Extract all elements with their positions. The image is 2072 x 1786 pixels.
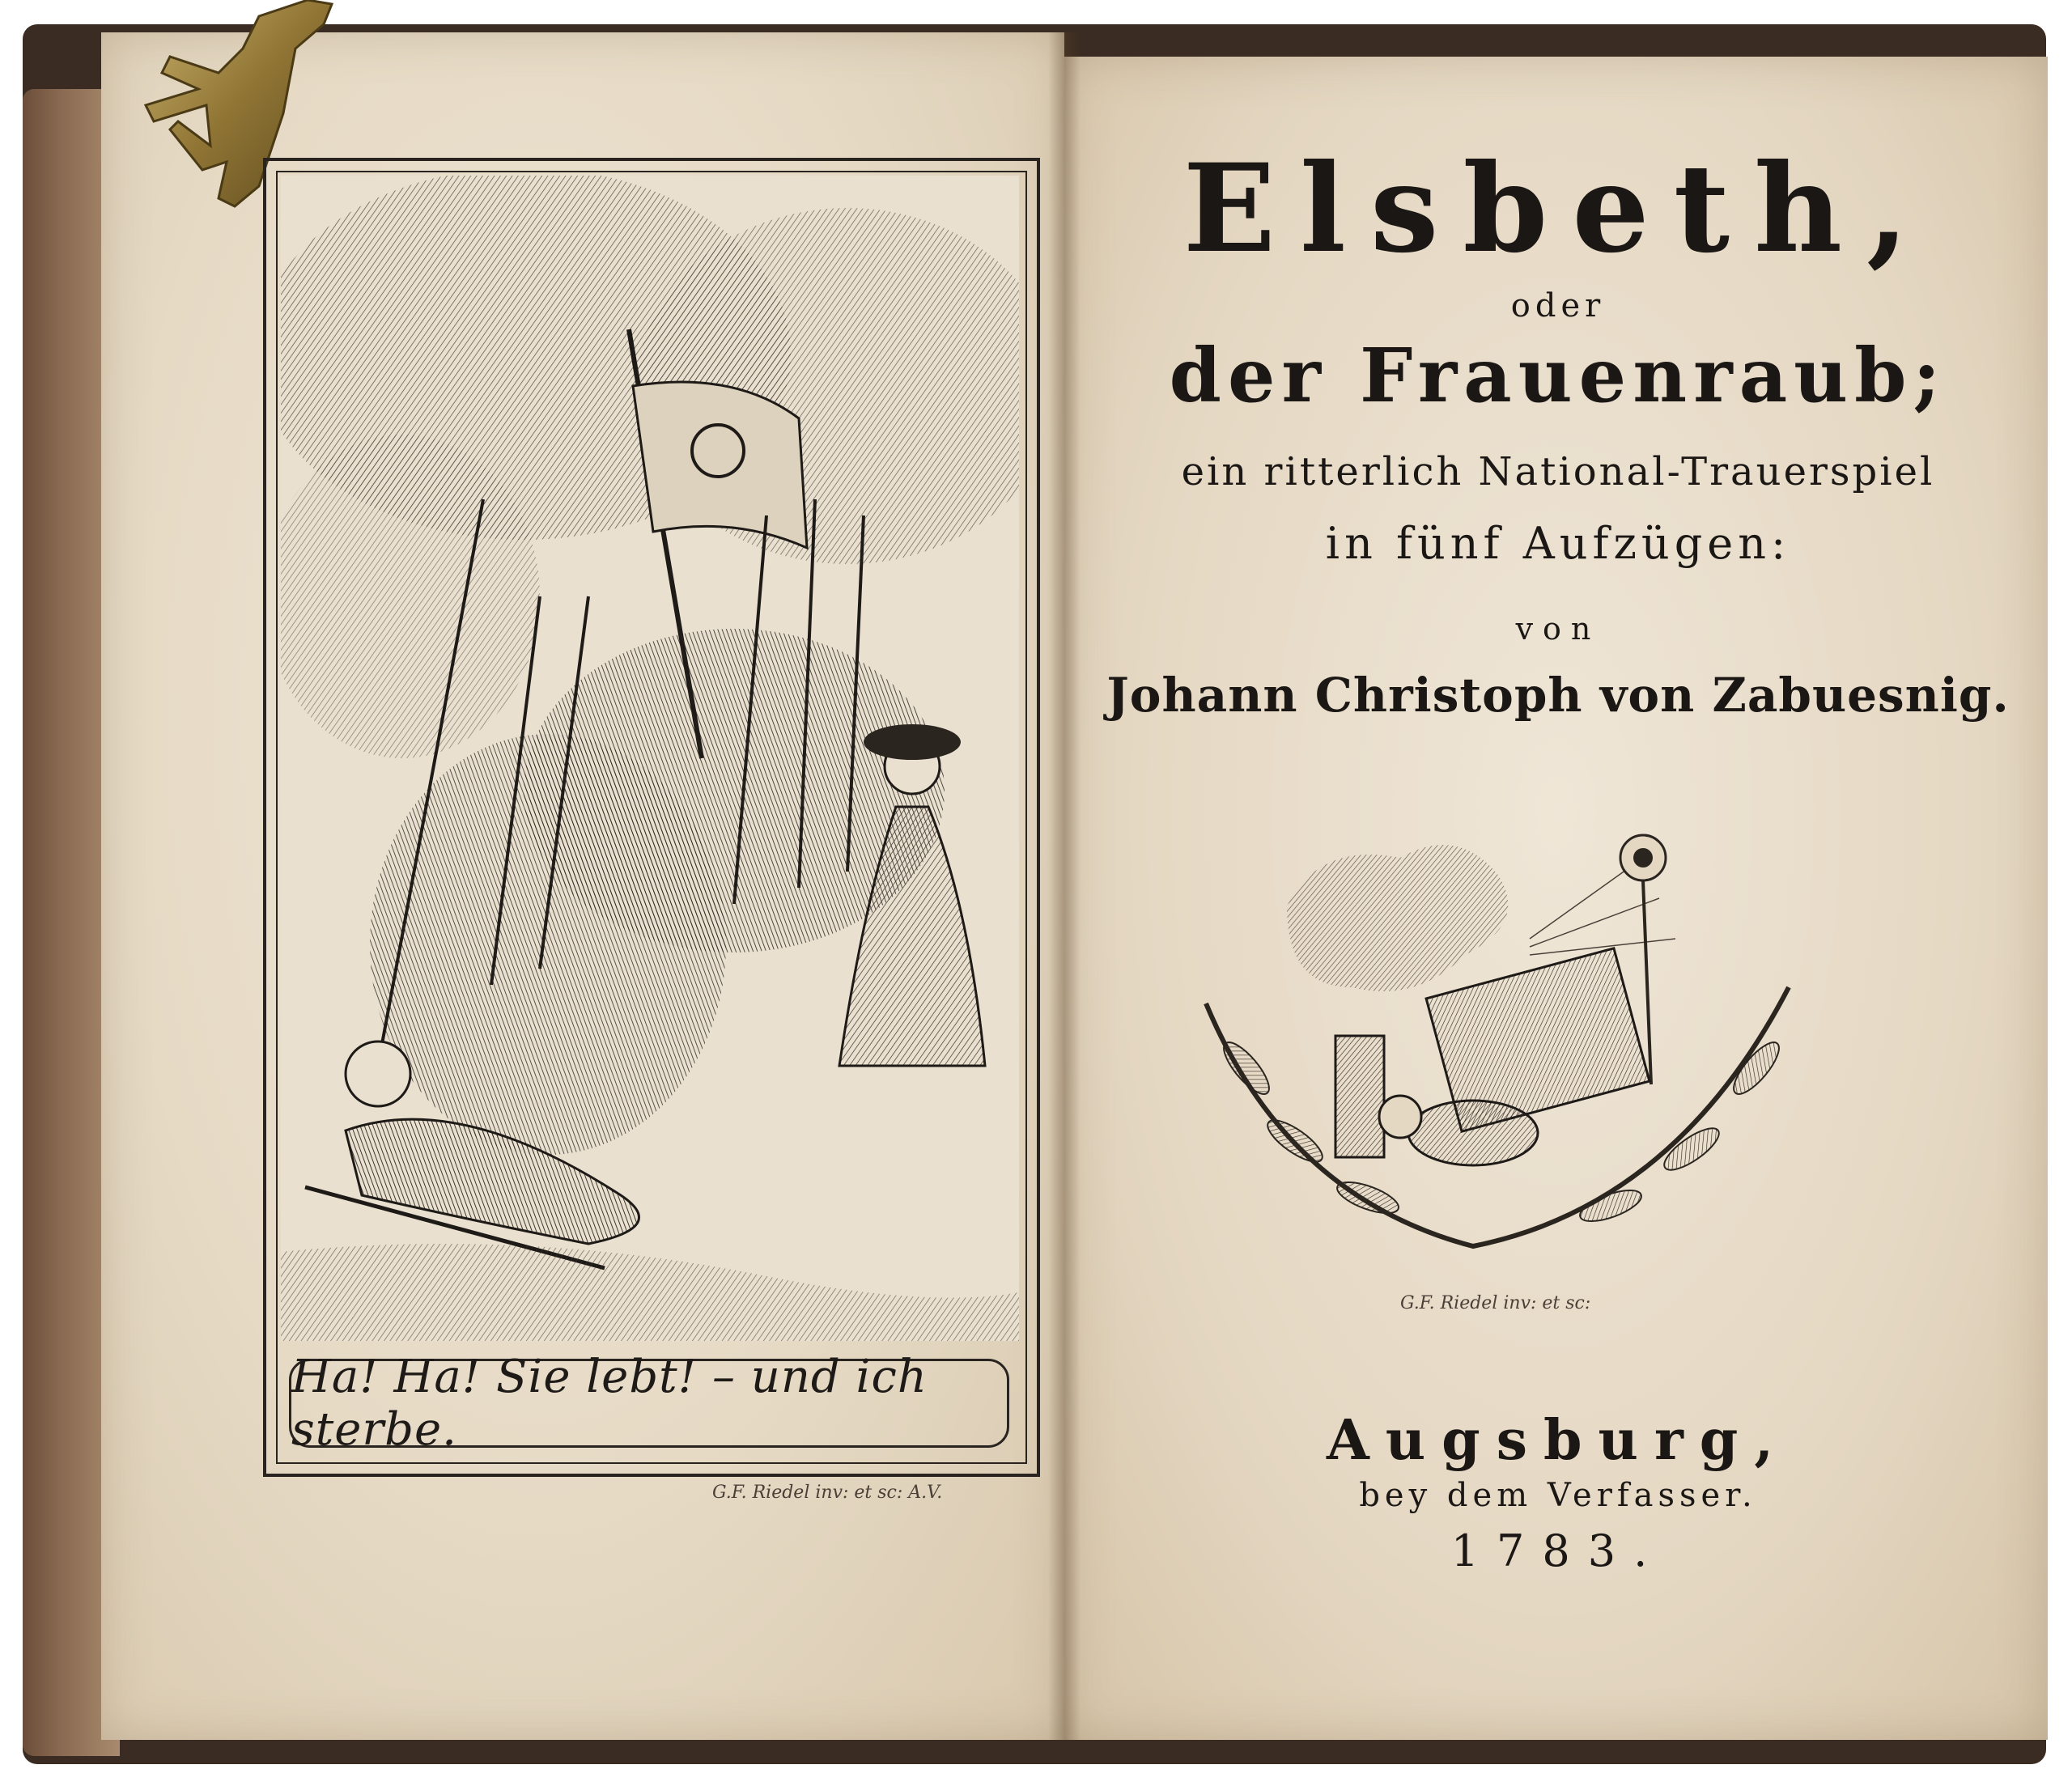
caption-cartouche <box>289 1351 1009 1456</box>
imprint-place: Augsburg, <box>1326 1408 1790 1473</box>
imprint-publisher: bey dem Verfasser. <box>1359 1477 1757 1514</box>
frontispiece-credit: G.F. Riedel inv: et sc: A.V. <box>712 1483 943 1503</box>
book-author: Johann Christoph von Zabuesnig. <box>1106 668 2010 723</box>
book-title: Elsbeth, <box>1182 138 1934 280</box>
imprint-year: 1783. <box>1450 1525 1666 1576</box>
book-gutter <box>1048 32 1081 1740</box>
book-genre: ein ritterlich National-Trauerspiel <box>1181 449 1935 494</box>
author-preposition: von <box>1515 611 1601 647</box>
frontispiece-caption: Ha! Ha! Sie lebt! – und ich sterbe. <box>291 1351 928 1456</box>
engraving-battle-scene <box>281 176 1019 1341</box>
title-vignette-ruins-icon <box>1190 825 1902 1303</box>
vignette-credit: G.F. Riedel inv: et sc: <box>1400 1293 1591 1313</box>
title-conjunction: oder <box>1510 287 1606 325</box>
book-acts: in fünf Aufzügen: <box>1325 518 1791 569</box>
frontispiece-plate <box>263 158 1040 1477</box>
book-subtitle: der Frauenraub; <box>1169 332 1947 419</box>
